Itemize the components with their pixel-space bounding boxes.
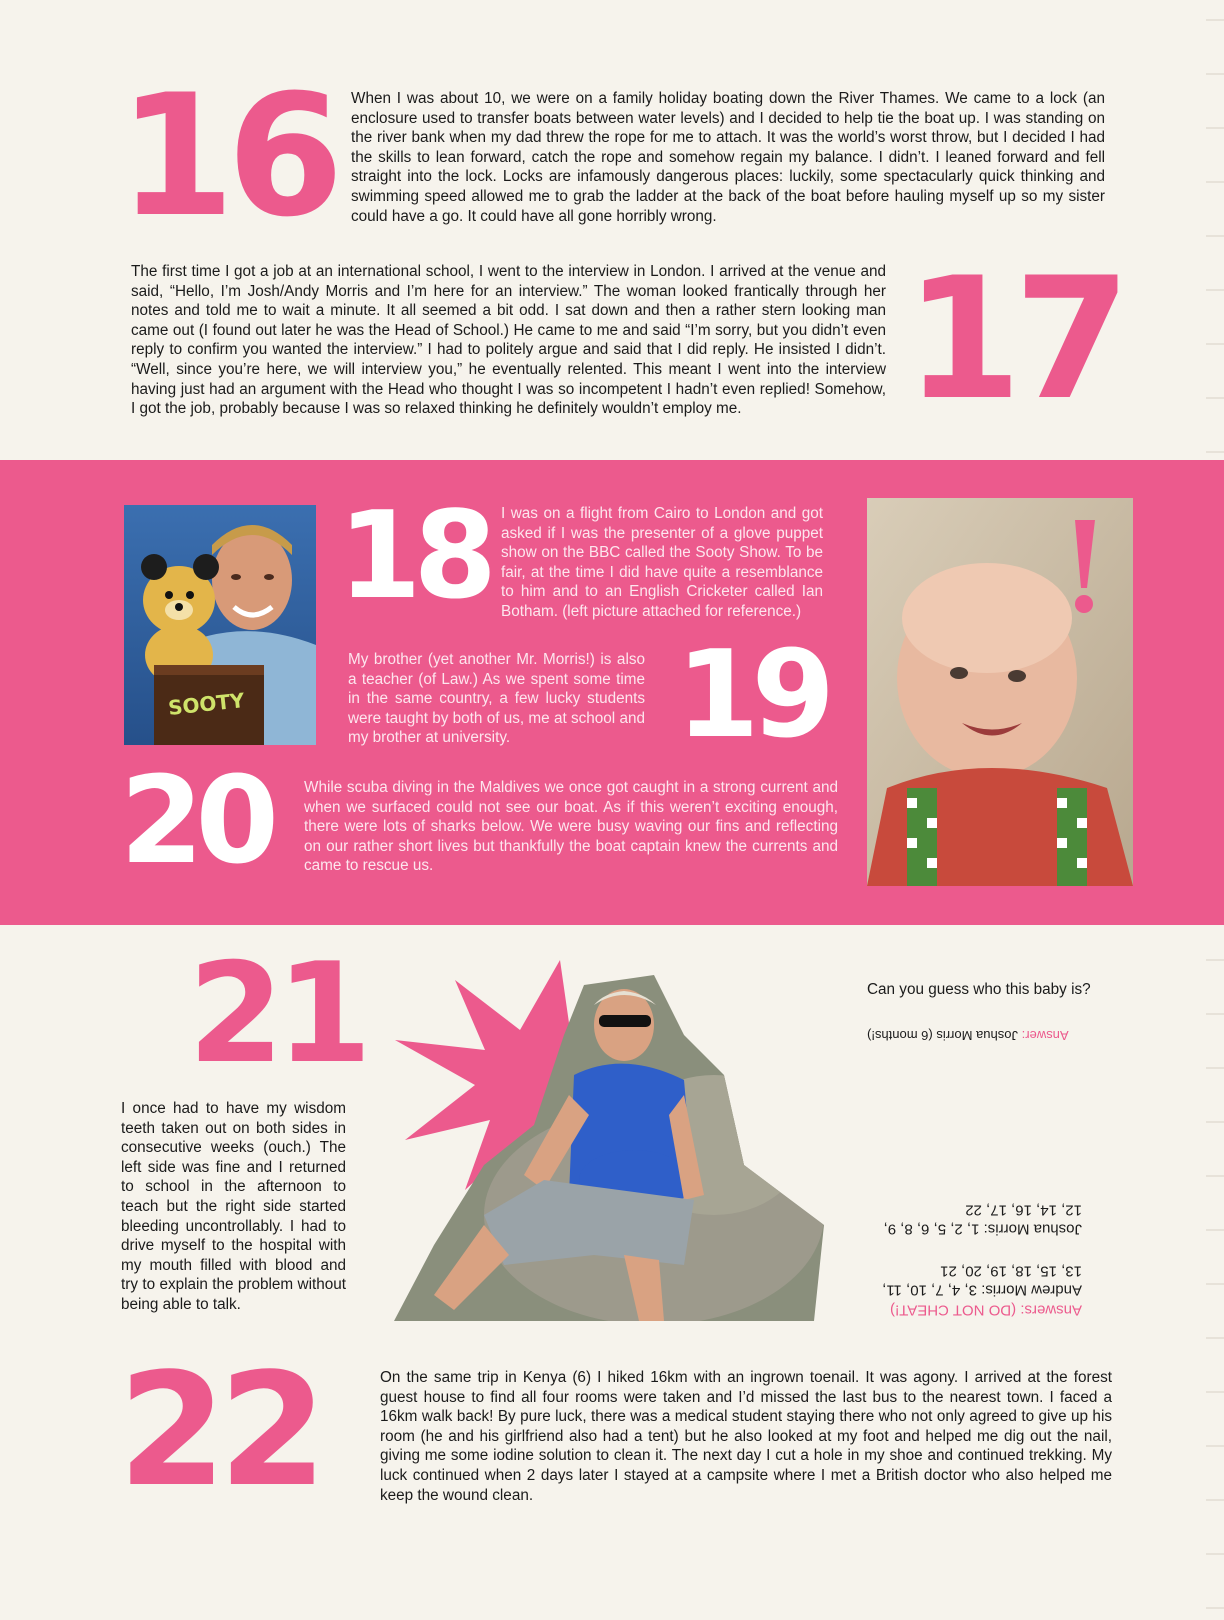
answers-note: (DO NOT CHEAT!) <box>890 1301 1017 1319</box>
fact-number-18: 18 <box>338 487 489 626</box>
fact-number-21: 21 <box>188 933 365 1094</box>
fact-number-17: 17 <box>905 241 1123 437</box>
fact-number-16: 16 <box>118 58 336 254</box>
fact-text-19: My brother (yet another Mr. Morris!) is also a teacher (of Law.) As we spent some time in the same country, a few lucky students were taught by both of us, me at school and my brother at university. <box>348 651 645 747</box>
sooty-box-label: SOOTY <box>166 688 246 720</box>
answers-block <box>882 1200 1082 1320</box>
fact-number-22: 22 <box>118 1339 320 1521</box>
fact-number-19: 19 <box>676 626 827 765</box>
baby-quiz-answer-value: Joshua Morris (6 months!) <box>867 1028 1018 1043</box>
fact-text-22: On the same trip in Kenya (6) I hiked 16km with an ingrown toenail. It was agony. I arrived at the forest guest house to find all four rooms were taken and I’d missed the last bus to the nearest town. I faced a 16km walk back! By pure luck, there was a medical student staying there who not only agreed to give up his room (he and his girlfriend also had a tent) but he also looked at my foot and helped me dig out the nail, giving me some iodine solution to clean it. The next day I cut a hole in my shoe and continued trekking. My luck continued when 2 days later I stayed at a campsite where I met a British doctor who also helped me keep the wound clean. <box>380 1369 1112 1504</box>
answers-joshua: Joshua Morris: 1, 2, 5, 6, 8, 9, 12, 14, 16, 17, 22 <box>883 1201 1082 1238</box>
fact-text-18: I was on a flight from Cairo to London and got asked if I was the presenter of a glove puppet show on the BBC called the Sooty Show. To be fair, at the time I did have quite a resemblance to him and to an English Cricketer called Ian Botham. (left picture attached for reference.) <box>501 505 823 620</box>
fact-text-17: The first time I got a job at an international school, I went to the interview in London. I arrived at the venue and said, “Hello, I’m Josh/Andy Morris and I’m here for an interview.” The woman looked frantically through her notes and told me to wait a minute. It all seemed a bit odd. I sat down and then a rather stern looking man came out (I found out later he was the Head of School.) He came to me and said “I’m sorry, but you didn’t even reply to confirm you wanted the interview.” I had to politely argue and said that I did reply. He insisted I didn’t. “Well, since you’re here, we will interview you,” he eventually relented. This meant I went into the interview having just had an argument with the Head who thought I was so incompetent I hadn’t even replied! Somehow, I got the job, probably because I was so relaxed thinking he definitely wouldn’t employ me. <box>131 263 886 418</box>
answers-label: Answers: <box>1020 1301 1082 1319</box>
fact-text-16: When I was about 10, we were on a family holiday boating down the River Thames. We came to a lock (an enclosure used to transfer boats between water levels) and I decided to help tie the boat up. I was standing on the river bank when my dad threw the rope for me to attach. It was the world’s worst throw, but I decided I had the skills to lean forward, catch the rope and somehow regain my balance. I didn’t. I leaned forward and fell straight into the lock. Locks are infamously dangerous places: luckily, some spectacularly quick thinking and swimming speed allowed me to grab the ladder at the back of the boat before hauling myself up so my sister could have a go. It could have all gone horribly wrong. <box>351 90 1105 225</box>
baby-quiz-answer-label: Answer: <box>1021 1028 1069 1043</box>
fact-text-20: While scuba diving in the Maldives we once got caught in a strong current and when we surfaced could not see our boat. As if this weren’t exciting enough, there were lots of sharks below. We were busy waving our fins and reflecting on our rather short lives but thankfully the boat captain knew the currents and came to rescue us. <box>304 779 838 875</box>
hiker-photo <box>394 965 824 1321</box>
answers-andrew: Andrew Morris: 3, 4, 7, 10, 11, 13, 15, 18, 19, 20, 21 <box>882 1262 1082 1299</box>
baby-quiz-question: Can you guess who this baby is? <box>867 981 1091 998</box>
fact-text-21: I once had to have my wisdom teeth taken out on both sides in consecutive weeks (ouch.) The left side was fine and I returned to school in the afternoon to teach but the right side started bleeding uncontrollably. I had to drive myself to the hospital with my mouth filled with blood and try to explain the problem without being able to talk. <box>121 1100 346 1313</box>
fact-number-20: 20 <box>120 752 271 891</box>
baby-quiz-answer <box>867 1027 1097 1043</box>
sooty-show-photo <box>124 505 316 745</box>
baby-photo <box>867 498 1133 886</box>
